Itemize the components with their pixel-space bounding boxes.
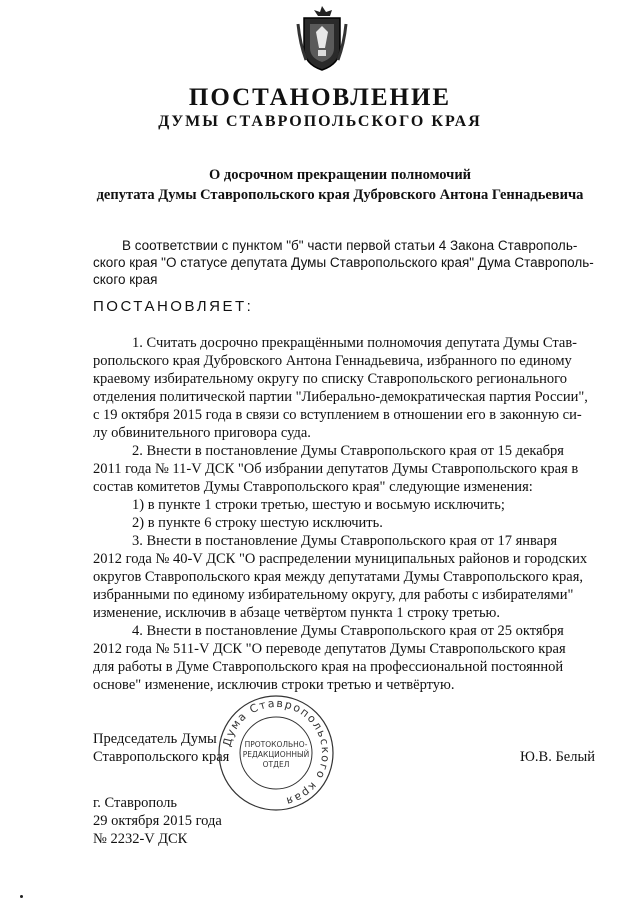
document-subtitle: ДУМЫ СТАВРОПОЛЬСКОГО КРАЯ — [158, 113, 482, 130]
document-title: ПОСТАНОВЛЕНИЕ — [188, 84, 452, 111]
stamp-center-text: ОТДЕЛ — [262, 760, 290, 769]
scan-speck — [20, 895, 23, 898]
body-line: 1) в пункте 1 строки третью, шестую и восьмую исключить; — [132, 497, 505, 513]
coat-of-arms-icon — [296, 4, 348, 74]
decree-heading: ПОСТАНОВЛЯЕТ: — [93, 298, 254, 315]
preamble-line: ского края "О статусе депутата Думы Ставропольского края" Дума Ставрополь- — [93, 255, 594, 270]
stamp-center-text: РЕДАКЦИОННЫЙ — [242, 750, 310, 759]
signatory-position: Председатель Думы — [93, 731, 217, 747]
body-line: 3. Внести в постановление Думы Ставропольского края от 17 января — [132, 533, 558, 549]
signatory-name: Ю.В. Белый — [520, 749, 595, 765]
body-line: для работы в Думе Ставропольского края на профессиональной постоянной — [93, 659, 564, 675]
body-line: избранными по единому избирательному округу, для работы с избирателями" — [93, 587, 574, 603]
body-line: 4. Внести в постановление Думы Ставропольского края от 25 октября — [132, 623, 564, 639]
body-line: ропольского края Дубровского Антона Геннадьевича, избранного по единому — [93, 353, 572, 369]
body-line: 2012 года № 40-V ДСК "О распределении муниципальных районов и городских — [93, 551, 588, 567]
footer-number: № 2232-V ДСК — [93, 831, 188, 847]
subject-line-1: О досрочном прекращении полномочий — [208, 167, 472, 183]
preamble-line: ского края — [93, 272, 158, 287]
stamp-center-text: ПРОТОКОЛЬНО- — [244, 740, 308, 749]
body-line: с 19 октября 2015 года в связи со вступлением в отношении его в законную си- — [93, 407, 582, 423]
footer-date: 29 октября 2015 года — [93, 813, 222, 829]
body-line: 2011 года № 11-V ДСК "Об избрании депутатов Думы Ставропольского края в — [93, 461, 579, 477]
stamp-ring-text: Дума Ставропольского края — [220, 696, 333, 809]
body-line: 2012 года № 511-V ДСК "О переводе депутатов Думы Ставропольского края — [93, 641, 566, 657]
footer-city: г. Ставрополь — [93, 795, 178, 811]
body-line: состав комитетов Думы Ставропольского края" следующие изменения: — [93, 479, 533, 495]
body-line: краевому избирательному округу по списку Ставропольского регионального — [93, 371, 568, 387]
body-line: 1. Считать досрочно прекращёнными полномочия депутата Думы Став- — [132, 335, 578, 351]
body-line: лу обвинительного приговора суда. — [93, 425, 311, 441]
signatory-position: Ставропольского края — [93, 749, 230, 765]
subject-line-2: депутата Думы Ставропольского края Дубровского Антона Геннадьевича — [96, 187, 584, 203]
stamp-seal — [216, 693, 336, 813]
body-line: основе" изменение, исключив строки третью и четвёртую. — [93, 677, 455, 693]
preamble-line: В соответствии с пунктом "б" части первой статьи 4 Закона Ставрополь- — [122, 238, 578, 253]
body-line: 2. Внести в постановление Думы Ставропольского края от 15 декабря — [132, 443, 564, 459]
body-line: округов Ставропольского края между депутатами Думы Ставропольского края, — [93, 569, 584, 585]
body-line: 2) в пункте 6 строку шестую исключить. — [132, 515, 383, 531]
body-line: изменение, исключив в абзаце четвёртом пункта 1 строку третью. — [93, 605, 501, 621]
body-line: отделения политической партии "Либерально-демократическая партия России", — [93, 389, 588, 405]
